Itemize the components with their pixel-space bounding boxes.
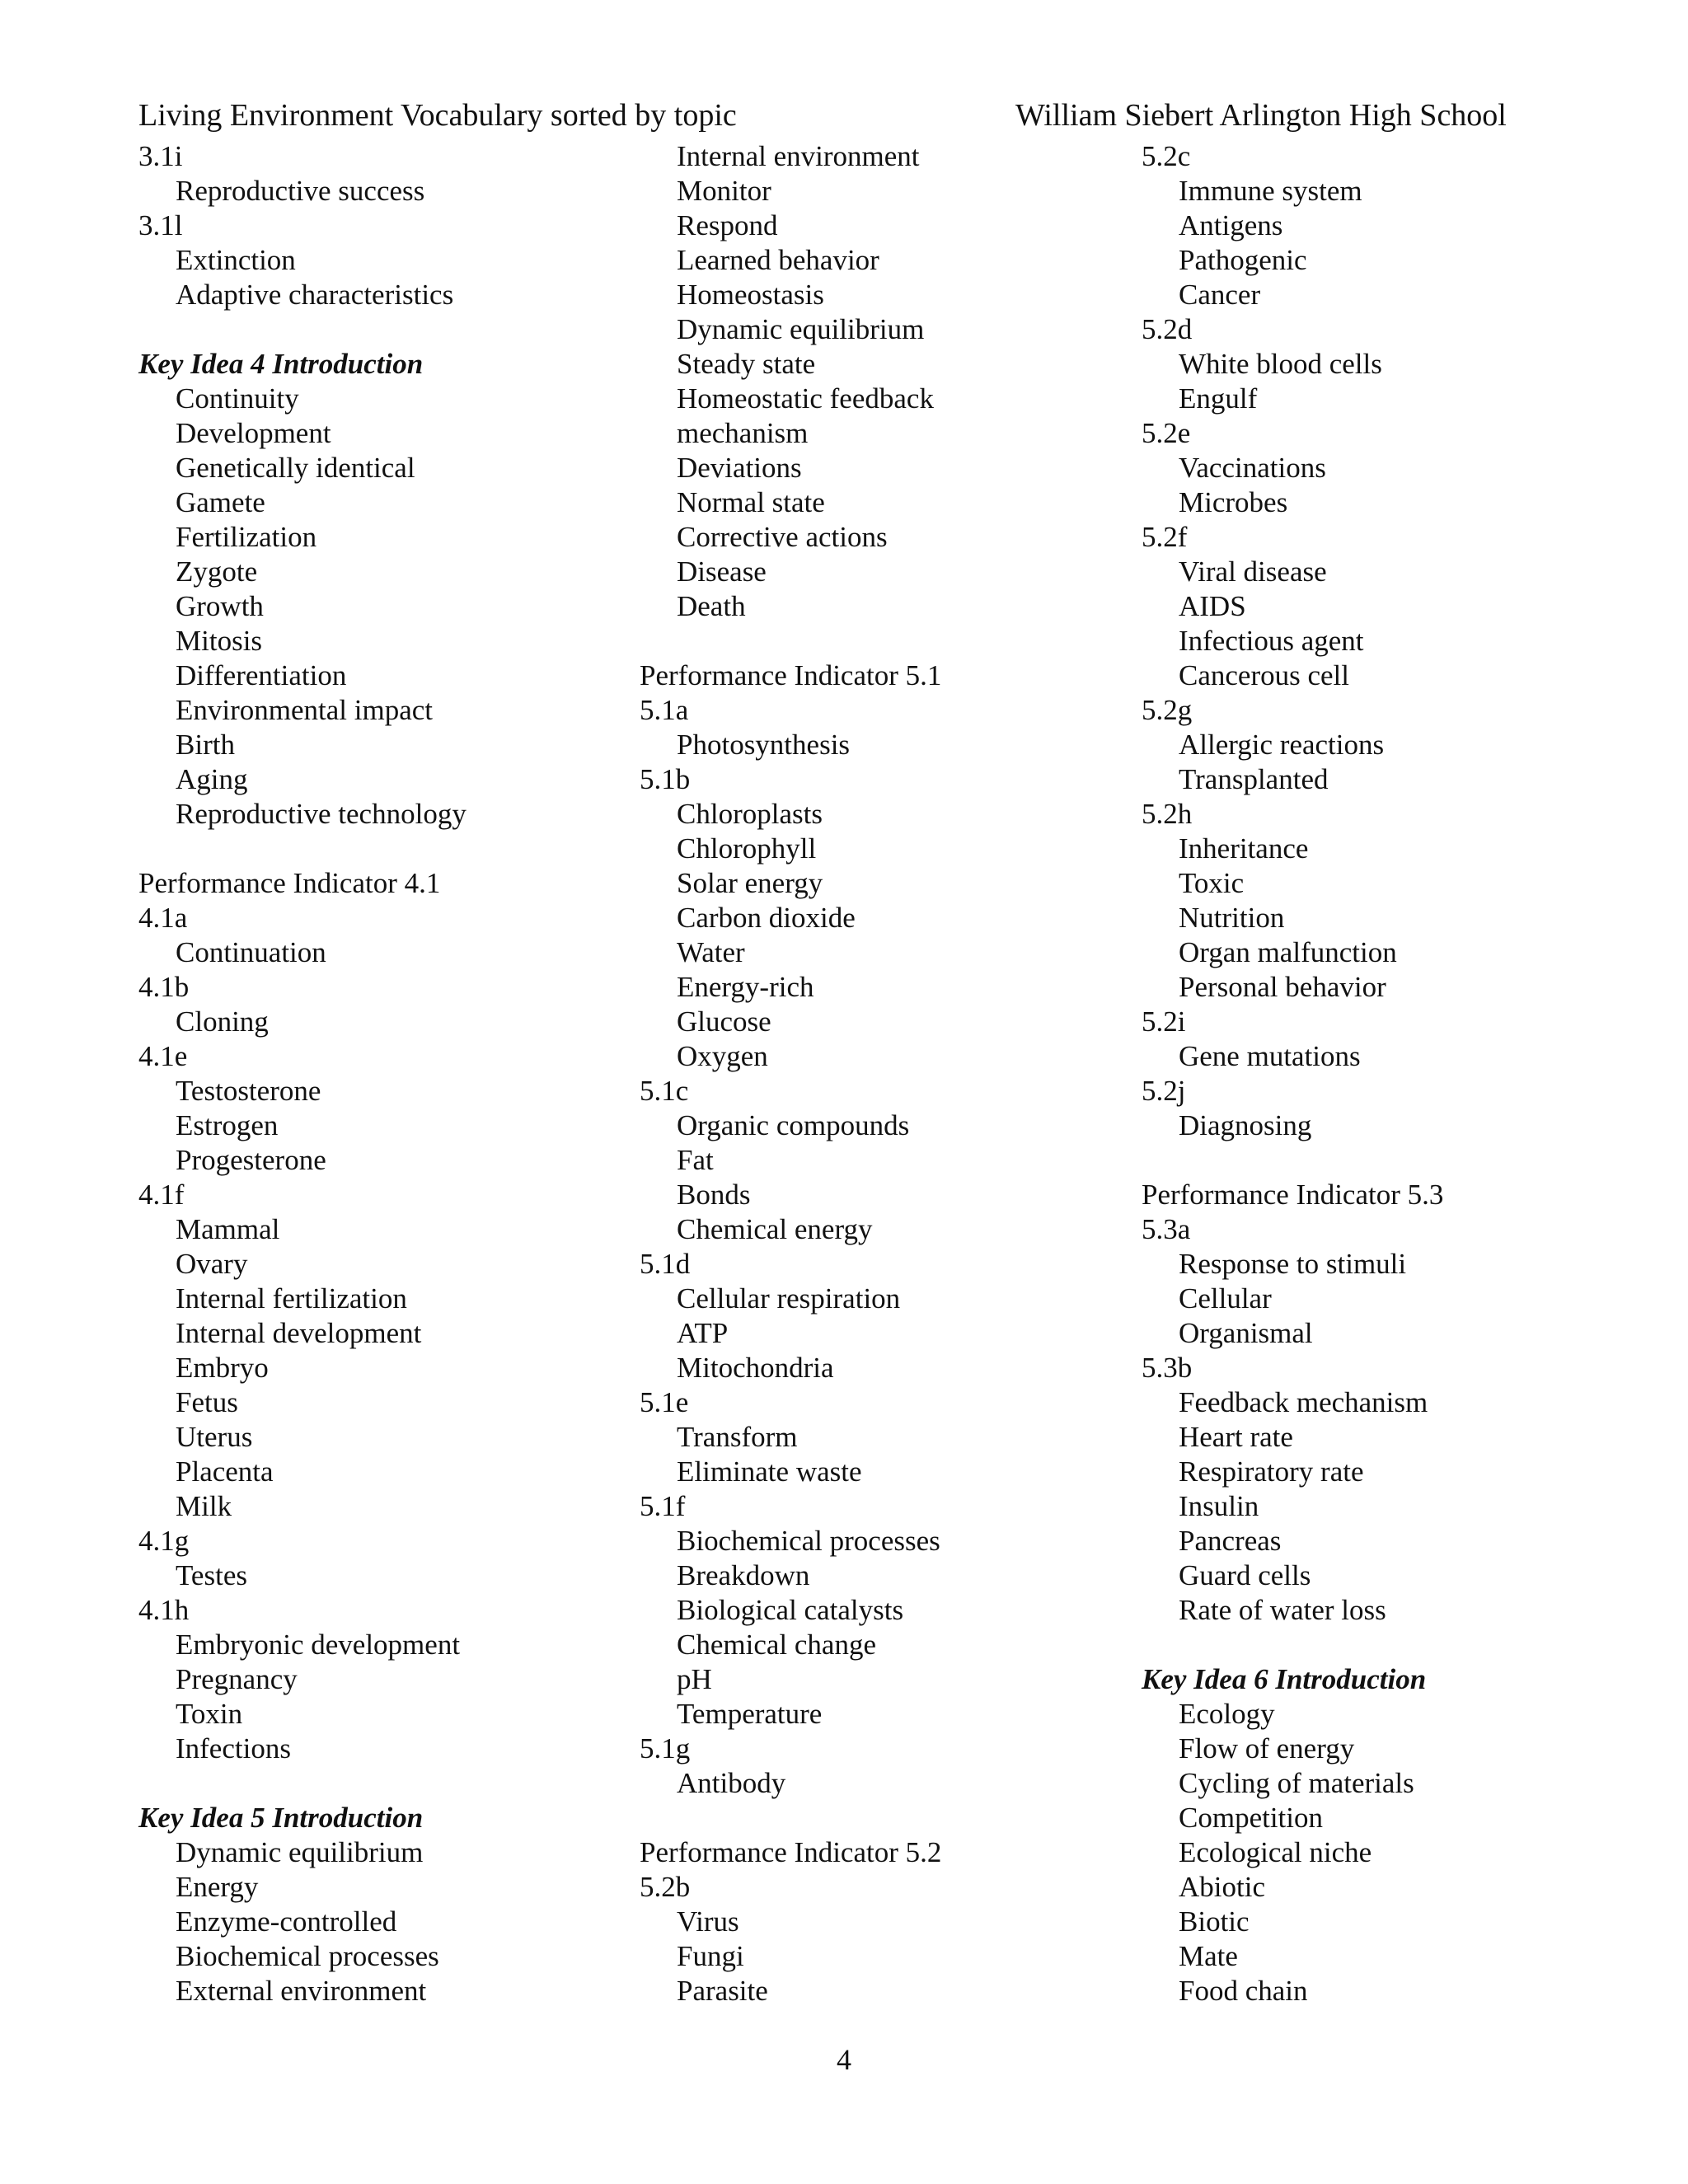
vocabulary-term: Respond — [677, 209, 778, 241]
standard-code: 5.1e — [640, 1386, 689, 1418]
spacer — [1142, 1143, 1443, 1178]
vocabulary-term: Energy — [176, 1871, 259, 1903]
vocabulary-term: Respiratory rate — [1179, 1455, 1364, 1488]
spacer — [640, 1801, 941, 1835]
vocabulary-term: Eliminate waste — [677, 1455, 862, 1488]
vocabulary-term: Ecology — [1179, 1698, 1275, 1730]
vocabulary-term: Milk — [176, 1490, 232, 1522]
vocabulary-term: Nutrition — [1179, 902, 1285, 934]
vocabulary-term: Organismal — [1179, 1317, 1313, 1349]
key-idea-heading: Key Idea 6 Introduction — [1142, 1663, 1427, 1695]
document-title: Living Environment Vocabulary sorted by topic — [138, 98, 737, 133]
vocabulary-term: Deviations — [677, 452, 802, 484]
vocabulary-term: Normal state — [677, 486, 825, 518]
vocabulary-term: Corrective actions — [677, 521, 888, 553]
standard-code: 4.1e — [138, 1040, 188, 1072]
vocabulary-term: Parasite — [677, 1975, 768, 2007]
standard-code: 5.3a — [1142, 1213, 1191, 1245]
vocabulary-term: Heart rate — [1179, 1421, 1293, 1453]
standard-code: 5.2j — [1142, 1075, 1186, 1107]
vocabulary-term: Homeostasis — [677, 279, 824, 311]
vocabulary-term: Oxygen — [677, 1040, 768, 1072]
vocabulary-column-1 — [138, 139, 467, 2008]
vocabulary-term: Microbes — [1179, 486, 1288, 518]
vocabulary-term: Estrogen — [176, 1109, 279, 1141]
vocabulary-term: Solar energy — [677, 867, 823, 899]
vocabulary-term: Reproductive technology — [176, 798, 467, 830]
vocabulary-term: Fetus — [176, 1386, 238, 1418]
vocabulary-term: Flow of energy — [1179, 1732, 1355, 1765]
vocabulary-column-2 — [640, 139, 941, 2008]
vocabulary-term: Mate — [1179, 1940, 1238, 1972]
standard-code: 5.2c — [1142, 140, 1191, 172]
vocabulary-term: Antibody — [677, 1767, 786, 1799]
vocabulary-term: Embryonic development — [176, 1629, 461, 1661]
vocabulary-term: Testes — [176, 1559, 247, 1591]
vocabulary-term: Temperature — [677, 1698, 823, 1730]
vocabulary-term: Transplanted — [1179, 763, 1329, 795]
vocabulary-term: Chlorophyll — [677, 832, 817, 865]
vocabulary-term: Pathogenic — [1179, 244, 1307, 276]
standard-code: 4.1b — [138, 971, 190, 1003]
vocabulary-term: Glucose — [677, 1005, 771, 1038]
vocabulary-term: Mammal — [176, 1213, 280, 1245]
vocabulary-term: Progesterone — [176, 1144, 326, 1176]
vocabulary-term: Competition — [1179, 1802, 1323, 1834]
standard-code: 5.2b — [640, 1871, 691, 1903]
standard-code: 5.2d — [1142, 313, 1193, 345]
vocabulary-term: Gene mutations — [1179, 1040, 1361, 1072]
performance-indicator-heading: Performance Indicator 5.2 — [640, 1836, 942, 1868]
vocabulary-term: Insulin — [1179, 1490, 1259, 1522]
vocabulary-term: Mitochondria — [677, 1352, 834, 1384]
vocabulary-term: Uterus — [176, 1421, 253, 1453]
spacer — [138, 1766, 467, 1801]
vocabulary-term: Steady state — [677, 348, 816, 380]
performance-indicator-heading: Performance Indicator 5.3 — [1142, 1179, 1444, 1211]
vocabulary-term: Virus — [677, 1905, 739, 1938]
vocabulary-term: Cancer — [1179, 279, 1261, 311]
vocabulary-term: Bonds — [677, 1179, 751, 1211]
performance-indicator-heading: Performance Indicator 4.1 — [138, 867, 441, 899]
standard-code: 5.2e — [1142, 417, 1191, 449]
vocabulary-term: Transform — [677, 1421, 798, 1453]
standard-code: 5.2g — [1142, 694, 1193, 726]
vocabulary-term: Dynamic equilibrium — [677, 313, 925, 345]
vocabulary-term: Pancreas — [1179, 1525, 1282, 1557]
vocabulary-column-3 — [1142, 139, 1443, 2008]
standard-code: 5.1d — [640, 1248, 691, 1280]
vocabulary-term: Gamete — [176, 486, 265, 518]
vocabulary-term: Toxic — [1179, 867, 1245, 899]
vocabulary-term: Cancerous cell — [1179, 659, 1349, 691]
vocabulary-term: White blood cells — [1179, 348, 1382, 380]
vocabulary-term: Development — [176, 417, 331, 449]
vocabulary-term: Antigens — [1179, 209, 1283, 241]
vocabulary-term: Homeostatic feedback — [677, 382, 934, 415]
vocabulary-term: Fertilization — [176, 521, 317, 553]
vocabulary-term: Death — [677, 590, 746, 622]
standard-code: 5.1b — [640, 763, 691, 795]
key-idea-heading: Key Idea 4 Introduction — [138, 348, 424, 380]
standard-code: 5.1a — [640, 694, 689, 726]
vocabulary-term: AIDS — [1179, 590, 1246, 622]
vocabulary-term: Energy-rich — [677, 971, 814, 1003]
school-name: William Siebert Arlington High School — [1015, 98, 1507, 133]
vocabulary-term: Testosterone — [176, 1075, 321, 1107]
vocabulary-term: Birth — [176, 729, 235, 761]
vocabulary-term: Organ malfunction — [1179, 936, 1397, 968]
vocabulary-term: Fungi — [677, 1940, 744, 1972]
vocabulary-term: Disease — [677, 555, 767, 588]
standard-code: 4.1a — [138, 902, 188, 934]
standard-code: 5.2f — [1142, 521, 1188, 553]
performance-indicator-heading: Performance Indicator 5.1 — [640, 659, 942, 691]
vocabulary-term: Vaccinations — [1179, 452, 1326, 484]
standard-code: 5.2i — [1142, 1005, 1186, 1038]
vocabulary-term: Feedback mechanism — [1179, 1386, 1428, 1418]
vocabulary-term: Immune system — [1179, 175, 1362, 207]
vocabulary-term: Enzyme-controlled — [176, 1905, 397, 1938]
vocabulary-term: Fat — [677, 1144, 714, 1176]
vocabulary-term: Carbon dioxide — [677, 902, 856, 934]
vocabulary-term: Adaptive characteristics — [176, 279, 454, 311]
vocabulary-term: Cycling of materials — [1179, 1767, 1414, 1799]
vocabulary-term: Placenta — [176, 1455, 274, 1488]
vocabulary-term: Cellular respiration — [677, 1282, 901, 1315]
vocabulary-term: Abiotic — [1179, 1871, 1265, 1903]
vocabulary-term: Internal environment — [677, 140, 920, 172]
vocabulary-term: Biochemical processes — [176, 1940, 439, 1972]
vocabulary-term: Continuation — [176, 936, 326, 968]
spacer — [1142, 1628, 1443, 1662]
vocabulary-term: Internal development — [176, 1317, 422, 1349]
vocabulary-term: Personal behavior — [1179, 971, 1386, 1003]
vocabulary-term: Growth — [176, 590, 264, 622]
vocabulary-term: ATP — [677, 1317, 729, 1349]
standard-code: 4.1f — [138, 1179, 185, 1211]
vocabulary-term: Inheritance — [1179, 832, 1309, 865]
vocabulary-term: Photosynthesis — [677, 729, 851, 761]
vocabulary-term: Aging — [176, 763, 248, 795]
vocabulary-term: Mitosis — [176, 625, 263, 657]
vocabulary-term: Chemical change — [677, 1629, 876, 1661]
vocabulary-term: Food chain — [1179, 1975, 1308, 2007]
vocabulary-term: Biological catalysts — [677, 1594, 904, 1626]
vocabulary-term: Cloning — [176, 1005, 269, 1038]
key-idea-heading: Key Idea 5 Introduction — [138, 1802, 424, 1834]
vocabulary-term: Diagnosing — [1179, 1109, 1312, 1141]
vocabulary-term: Embryo — [176, 1352, 269, 1384]
vocabulary-term: Differentiation — [176, 659, 347, 691]
vocabulary-term: Ovary — [176, 1248, 248, 1280]
standard-code: 5.1g — [640, 1732, 691, 1765]
vocabulary-term: Monitor — [677, 175, 771, 207]
vocabulary-term: Environmental impact — [176, 694, 433, 726]
standard-code: 5.2h — [1142, 798, 1193, 830]
vocabulary-term: Chloroplasts — [677, 798, 823, 830]
vocabulary-term: Organic compounds — [677, 1109, 910, 1141]
spacer — [138, 832, 467, 866]
vocabulary-term: Infectious agent — [1179, 625, 1364, 657]
vocabulary-term: Zygote — [176, 555, 258, 588]
standard-code: 5.1f — [640, 1490, 686, 1522]
vocabulary-term: Learned behavior — [677, 244, 879, 276]
vocabulary-term: Biotic — [1179, 1905, 1250, 1938]
vocabulary-term: Allergic reactions — [1179, 729, 1385, 761]
vocabulary-term: External environment — [176, 1975, 427, 2007]
vocabulary-term: Continuity — [176, 382, 299, 415]
standard-code: 4.1g — [138, 1525, 190, 1557]
page-number: 4 — [837, 2043, 851, 2076]
vocabulary-term: Reproductive success — [176, 175, 425, 207]
vocabulary-term: Dynamic equilibrium — [176, 1836, 424, 1868]
spacer — [640, 624, 941, 658]
vocabulary-term: Internal fertilization — [176, 1282, 407, 1315]
vocabulary-term: Viral disease — [1179, 555, 1327, 588]
standard-code: 3.1l — [138, 209, 183, 241]
vocabulary-term: Engulf — [1179, 382, 1258, 415]
vocabulary-term: mechanism — [677, 417, 809, 449]
vocabulary-term: Cellular — [1179, 1282, 1272, 1315]
standard-code: 5.1c — [640, 1075, 689, 1107]
standard-code: 3.1i — [138, 140, 183, 172]
vocabulary-term: Rate of water loss — [1179, 1594, 1386, 1626]
vocabulary-term: Infections — [176, 1732, 291, 1765]
vocabulary-term: pH — [677, 1663, 712, 1695]
vocabulary-term: Guard cells — [1179, 1559, 1311, 1591]
vocabulary-term: Breakdown — [677, 1559, 810, 1591]
vocabulary-term: Chemical energy — [677, 1213, 873, 1245]
vocabulary-term: Pregnancy — [176, 1663, 298, 1695]
vocabulary-term: Water — [677, 936, 745, 968]
vocabulary-term: Response to stimuli — [1179, 1248, 1407, 1280]
vocabulary-term: Biochemical processes — [677, 1525, 940, 1557]
vocabulary-term: Toxin — [176, 1698, 243, 1730]
spacer — [138, 312, 467, 347]
standard-code: 4.1h — [138, 1594, 190, 1626]
standard-code: 5.3b — [1142, 1352, 1193, 1384]
vocabulary-term: Extinction — [176, 244, 296, 276]
vocabulary-term: Ecological niche — [1179, 1836, 1372, 1868]
vocabulary-term: Genetically identical — [176, 452, 415, 484]
